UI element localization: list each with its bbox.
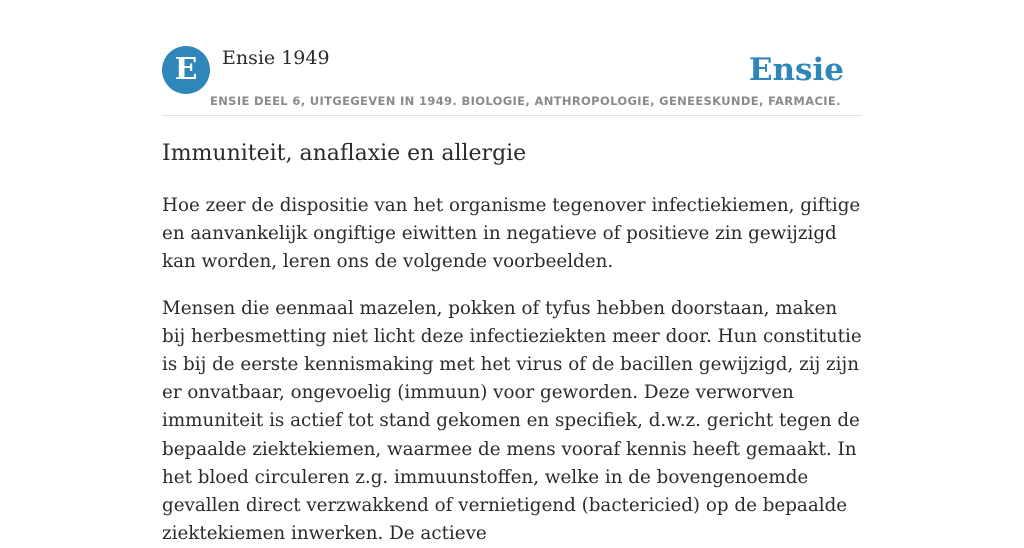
header-divider bbox=[162, 115, 862, 116]
article bbox=[162, 138, 862, 548]
site-title[interactable]: Ensie 1949 bbox=[222, 47, 330, 69]
brand-logo[interactable]: Ensie bbox=[748, 52, 844, 88]
volume-subtitle: ENSIE DEEL 6, UITGEGEVEN IN 1949. BIOLOGIE, ANTHROPOLOGIE, GENEESKUNDE, FARMACIE. bbox=[210, 94, 841, 108]
logo-icon[interactable]: E bbox=[162, 46, 210, 94]
article-paragraph: Mensen die eenmaal mazelen, pokken of tyfus hebben doorstaan, maken bij herbesmetting niet licht deze infectieziekten meer door. Hun constitutie is bij de eerste kennismaking met het virus of de bacillen gewijzigd, zij zijn er onvatbaar, ongevoelig (immuun) voor geworden. Deze verworven immuniteit is actief tot stand gekomen en specifiek, d.w.z. gericht tegen de bepaalde ziektekiemen, waarmee de mens vooraf kennis heeft gemaakt. In het bloed circuleren z.g. immuunstoffen, welke in de bovengenoemde gevallen direct verzwakkend of vernietigend (bactericied) op de bepaalde ziektekiemen inwerken. De actieve bbox=[162, 297, 862, 545]
header bbox=[162, 46, 862, 116]
article-title: Immuniteit, anaflaxie en allergie bbox=[162, 141, 527, 166]
article-paragraph: Hoe zeer de dispositie van het organisme tegenover infectiekiemen, giftige en aanvankelijk ongiftige eiwitten in negatieve of positieve zin gewijzigd kan worden, leren ons de volgende voorbeelden. bbox=[162, 195, 861, 273]
